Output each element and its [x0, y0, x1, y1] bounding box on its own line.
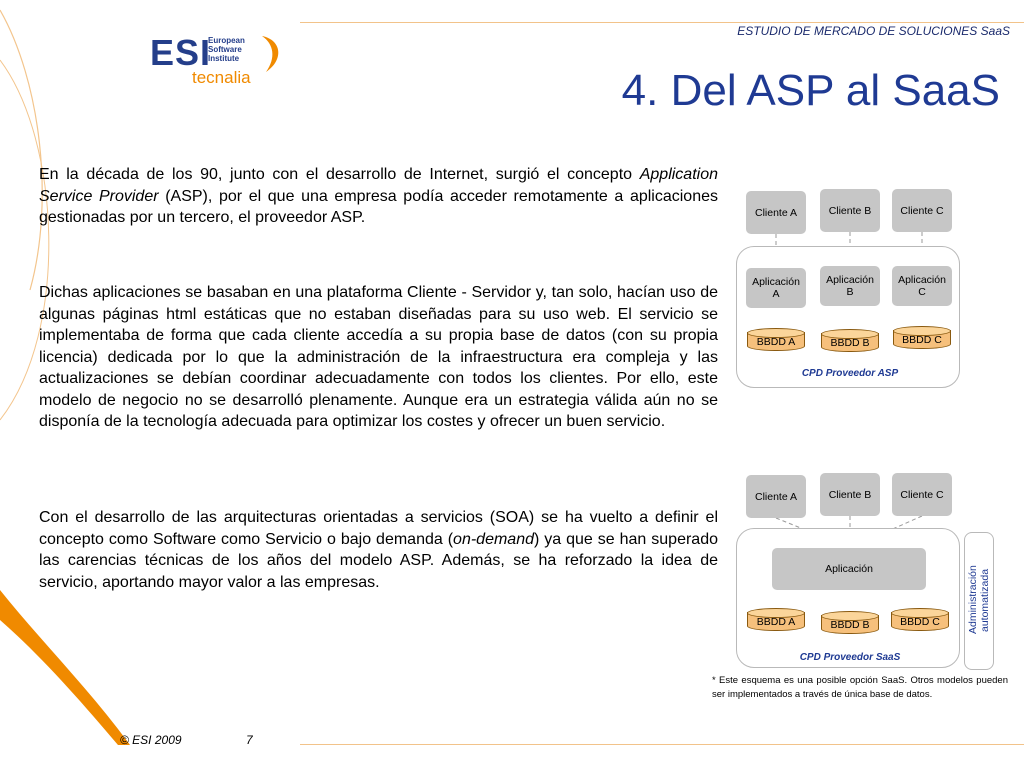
- header-subtitle: ESTUDIO DE MERCADO DE SOLUCIONES SaaS: [737, 24, 1010, 38]
- architecture-diagram: [730, 180, 1020, 680]
- paragraph-1: En la década de los 90, junto con el desarrollo de Internet, surgió el concepto Application Service Provider (ASP), por el que una empresa podía acceder remotamente a aplicaciones gestionadas por un tercero, el proveedor ASP.: [39, 166, 718, 226]
- logo-swoosh-icon: [258, 34, 284, 74]
- saas-client-b: Cliente B: [820, 473, 880, 516]
- asp-cpd-label: CPD Proveedor ASP: [801, 368, 899, 379]
- paragraph-2: Dichas aplicaciones se basaban en una plataforma Cliente - Servidor y, tan solo, hacían uso de algunas páginas html estáticas que no estaban diseñadas para su uso web. El servicio se implementaba de forma que cada cliente accedía a su propia base de datos (con su propia licencia) dedicada por lo que la administración de la infraestructura era compleja y las actualizaciones se debían coordinar adecuadamente con todos los clientes. Por ello, este modelo de negocio no se desarrolló plenamente. Aunque era un estrategia válida aún no se disponía de la tecnología adecuada para optimizar los costes y ofrecer un buen servicio.: [39, 284, 718, 430]
- asp-app-b: Aplicación B: [820, 266, 880, 306]
- asp-client-b: Cliente B: [820, 189, 880, 232]
- page-number: 7: [246, 733, 253, 747]
- logo-lines: European Software Institute: [208, 36, 245, 63]
- logo-sub: tecnalia: [192, 68, 251, 87]
- paragraph-3: Con el desarrollo de las arquitecturas orientadas a servicios (SOA) se ha vuelto a definir el concepto como Software como Servicio o bajo demanda (on-demand) ya que se han superado las carencias técnicas de los años del modelo ASP. Además, se ha reforzado la idea de servicio, aportando mayor valor a las empresas.: [39, 509, 718, 591]
- logo-main: ESI: [150, 32, 212, 73]
- saas-app: Aplicación: [772, 548, 926, 590]
- admin-label: Administración automatizada: [967, 565, 991, 635]
- asp-db-a: BBDD A: [747, 328, 805, 354]
- footnote: * Este esquema es una posible opción SaaS. Otros modelos pueden ser implementados a través de única base de datos.: [712, 675, 1008, 700]
- saas-client-a: Cliente A: [746, 475, 806, 518]
- asp-app-a: Aplicación A: [746, 268, 806, 308]
- asp-client-a: Cliente A: [746, 191, 806, 234]
- saas-cpd-label: CPD Proveedor SaaS: [799, 652, 901, 663]
- page-title: 4. Del ASP al SaaS: [621, 66, 1000, 115]
- saas-db-b: BBDD B: [821, 611, 879, 637]
- saas-db-c: BBDD C: [891, 608, 949, 634]
- esi-logo: [150, 32, 290, 102]
- asp-db-c: BBDD C: [893, 326, 951, 352]
- header-divider: [300, 22, 1024, 23]
- asp-client-c: Cliente C: [892, 189, 952, 232]
- asp-app-c: Aplicación C: [892, 266, 952, 306]
- footer-divider: [300, 744, 1024, 745]
- footer-copyright: © ESI 2009: [120, 733, 182, 747]
- asp-db-b: BBDD B: [821, 329, 879, 355]
- saas-db-a: BBDD A: [747, 608, 805, 634]
- saas-client-c: Cliente C: [892, 473, 952, 516]
